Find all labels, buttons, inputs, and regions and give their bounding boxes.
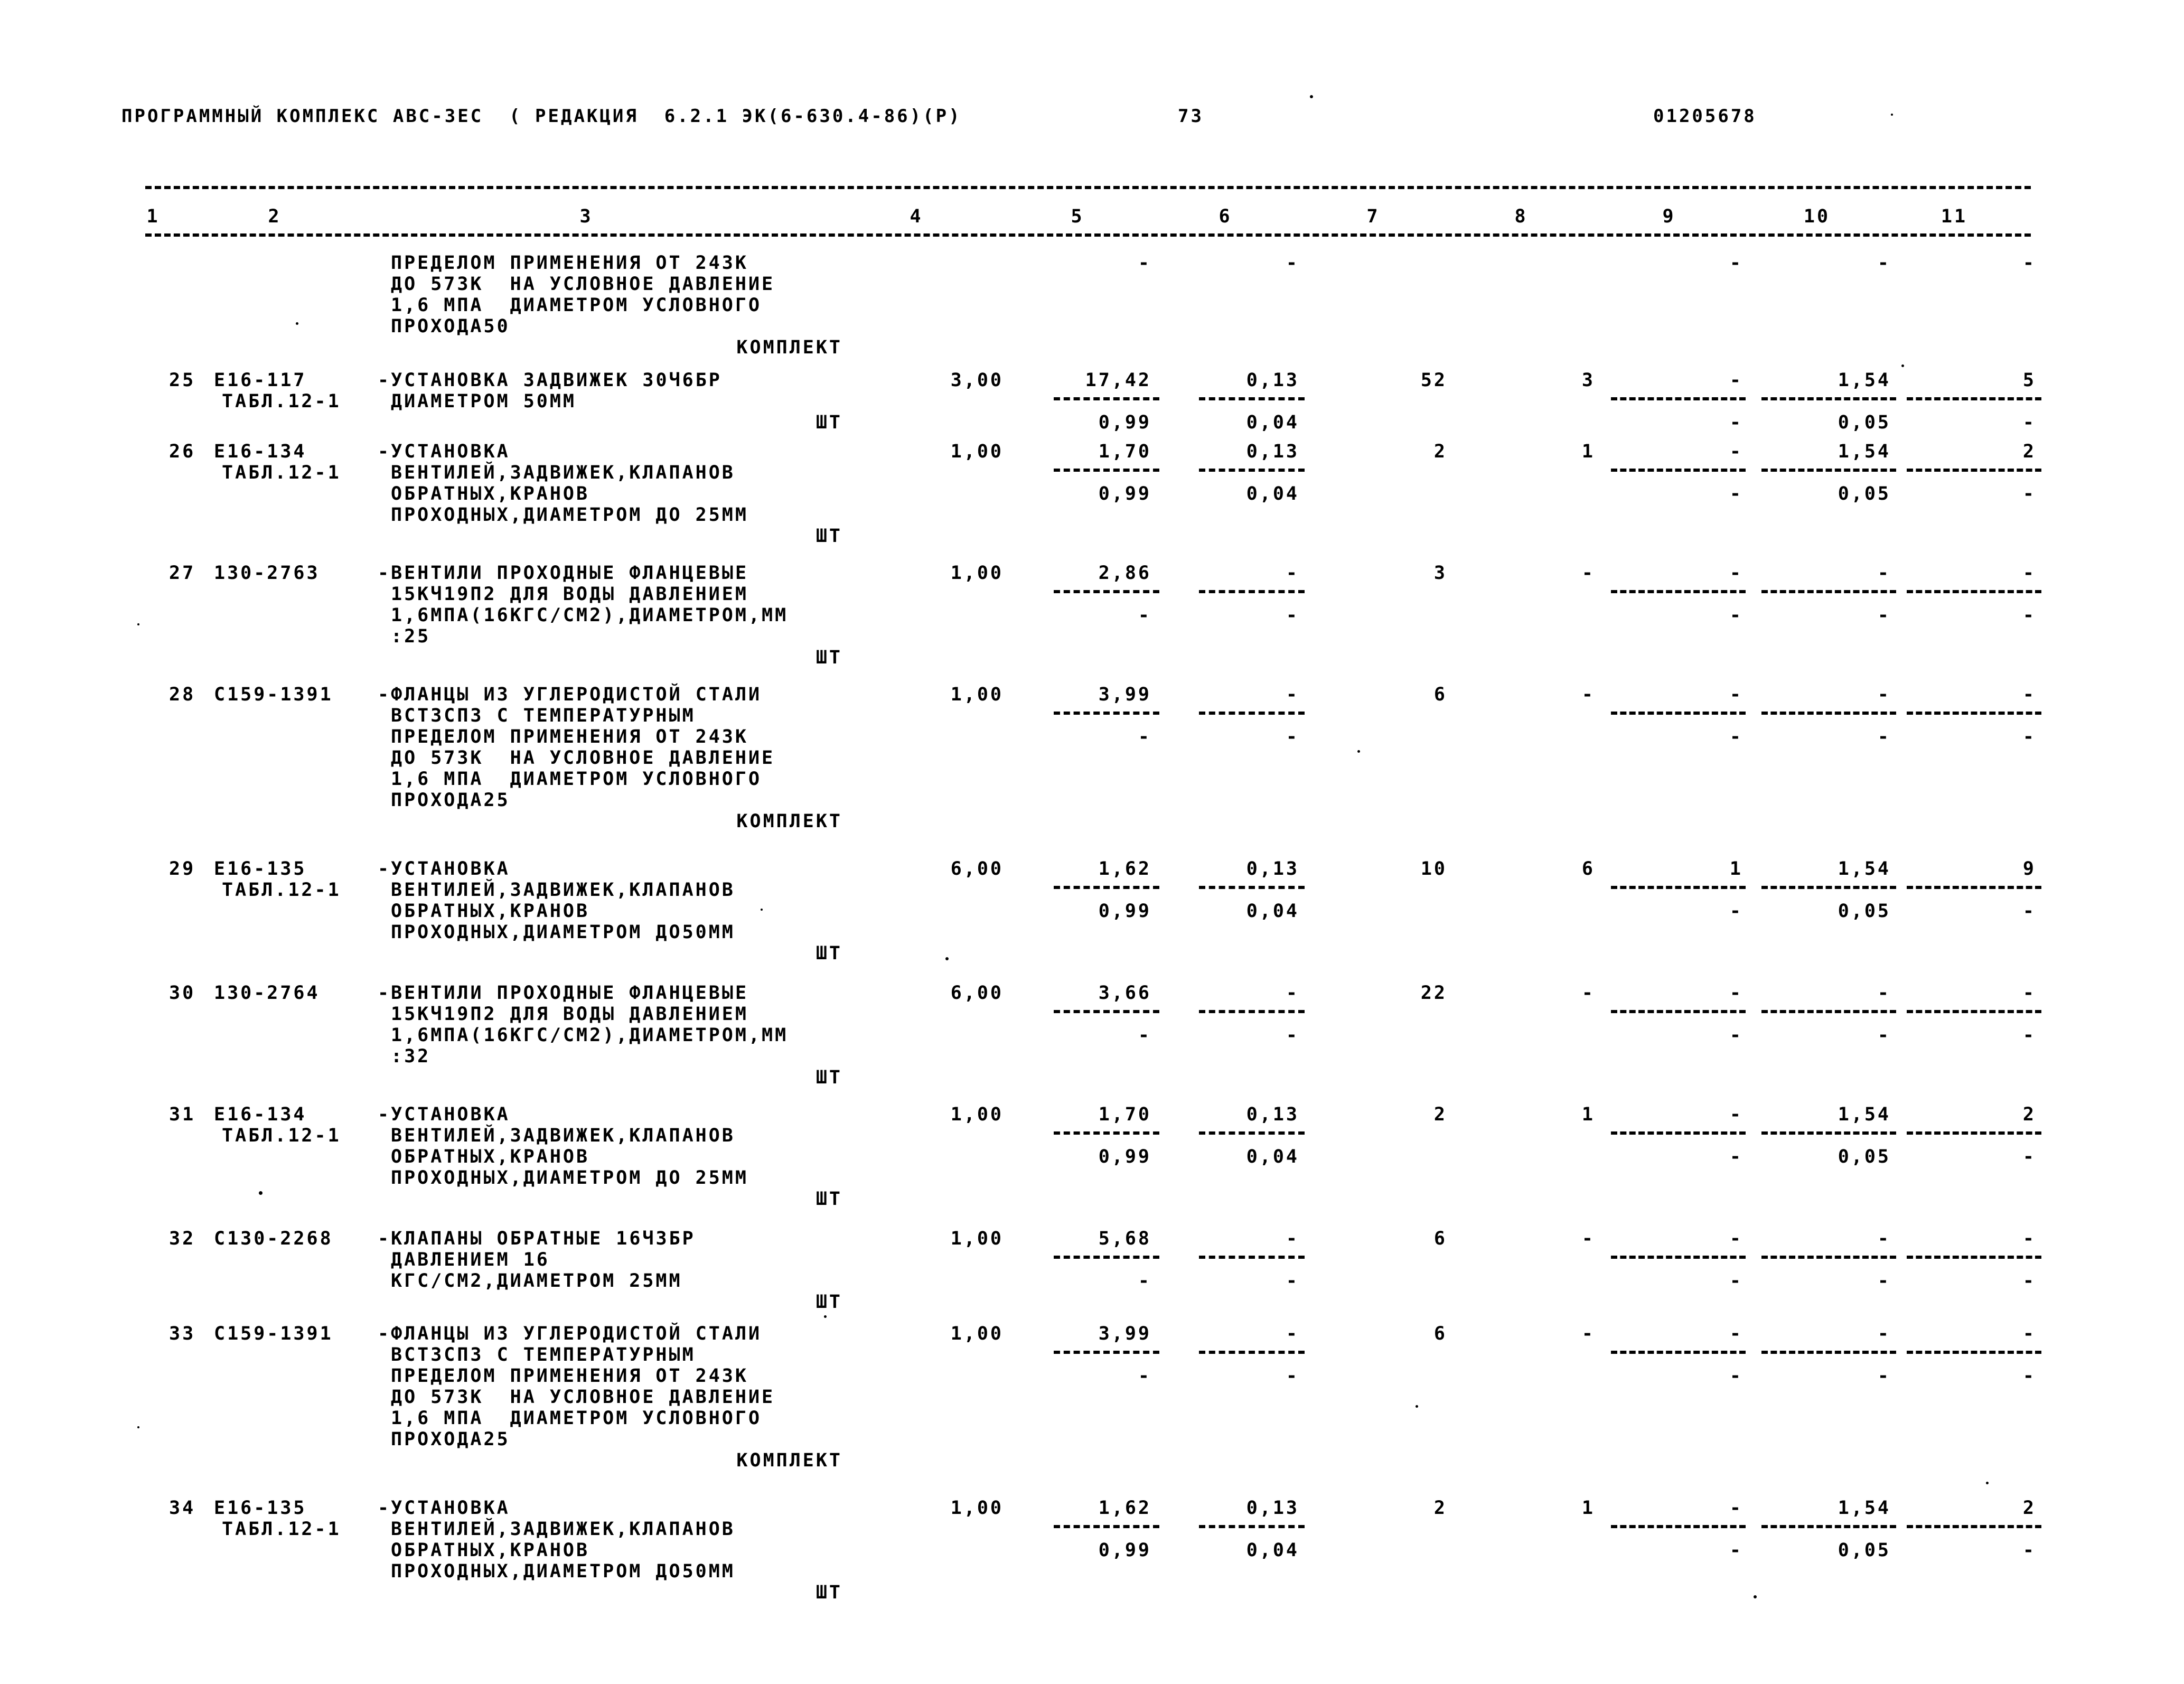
cost-column-10-top: 1,54 — [1838, 441, 1891, 462]
cost-column-8: 3 — [1581, 370, 1595, 391]
unit-label: КОМПЛЕКТ — [736, 811, 842, 832]
cell-separator-c11 — [1907, 397, 2041, 400]
cost-column-5-top: 5,68 — [1098, 1228, 1151, 1249]
description-line: -УСТАНОВКА — [378, 1104, 510, 1125]
cost-column-10-bottom: 0,05 — [1838, 901, 1891, 922]
cell-separator-c5 — [1054, 1010, 1159, 1013]
cost-column-9-bottom: - — [1729, 901, 1743, 922]
description-line: КГС/СМ2,ДИАМЕТРОМ 25ММ — [391, 1270, 682, 1292]
cost-column-11-top: - — [2022, 983, 2036, 1004]
cell-separator-c9 — [1611, 469, 1746, 472]
cost-column-10-bottom: - — [1877, 1270, 1891, 1292]
cell-separator-c6 — [1199, 590, 1305, 593]
cell-separator-c6 — [1199, 712, 1305, 715]
scan-speck — [945, 957, 949, 960]
scan-speck — [1310, 95, 1313, 98]
cost-column-10-bottom: 0,05 — [1838, 483, 1891, 504]
description-line: ВСТЗСП3 С ТЕМПЕРАТУРНЫМ — [391, 1344, 696, 1365]
cell-separator-c10 — [1761, 1010, 1896, 1013]
cell-separator-c6 — [1199, 469, 1305, 472]
cost-column-8: - — [1581, 1323, 1595, 1344]
description-line: -УСТАНОВКА ЗАДВИЖЕК 30Ч6БР — [378, 370, 722, 391]
column-number-7: 7 — [1366, 206, 1380, 227]
scan-speck — [259, 1191, 263, 1195]
norm-code: С159-1391 — [214, 684, 333, 705]
column-number-3: 3 — [579, 206, 593, 227]
cell-separator-c9 — [1611, 1256, 1746, 1259]
cost-column-9-top: - — [1729, 1228, 1743, 1249]
cost-column-6-bottom: 0,04 — [1246, 483, 1299, 504]
cost-column-9-bottom: - — [1729, 1025, 1743, 1046]
cost-column-9-top: - — [1729, 441, 1743, 462]
description-line: -ВЕНТИЛИ ПРОХОДНЫЕ ФЛАНЦЕВЫЕ — [378, 983, 749, 1004]
cell-separator-c5 — [1054, 1256, 1159, 1259]
description-line: -УСТАНОВКА — [378, 1498, 510, 1519]
cost-column-7: 2 — [1433, 441, 1447, 462]
cost-column-11-top: 2 — [2022, 1104, 2036, 1125]
cost-column-11-top: - — [2022, 1228, 2036, 1249]
cost-column-9-top: - — [1729, 684, 1743, 705]
cell-separator-c11 — [1907, 469, 2041, 472]
description-line: ПРОХОДНЫХ,ДИАМЕТРОМ ДО50ММ — [391, 922, 735, 943]
description-line: -КЛАПАНЫ ОБРАТНЫЕ 16Ч3БР — [378, 1228, 696, 1249]
cost-column-6-top: 0,13 — [1246, 1104, 1299, 1125]
description-line: 1,6МПА(16КГС/СМ2),ДИАМЕТРОМ,ММ — [391, 1025, 789, 1046]
norm-table-ref: ТАБЛ.12-1 — [222, 391, 341, 412]
scan-speck — [824, 1315, 827, 1318]
cell-separator-c10 — [1761, 1351, 1896, 1354]
unit-label: ШТ — [816, 647, 842, 668]
cost-column-11-top: - — [2022, 1323, 2036, 1344]
norm-code: Е16-117 — [214, 370, 307, 391]
cost-column-8: 1 — [1581, 1498, 1595, 1519]
description-line: -УСТАНОВКА — [378, 858, 510, 880]
scan-speck — [1357, 750, 1360, 753]
cost-column-11-top: - — [2022, 684, 2036, 705]
cost-column-6-bottom: - — [1286, 726, 1299, 747]
document-code: 01205678 — [1653, 106, 1757, 127]
description-line: ДАВЛЕНИЕМ 16 — [391, 1249, 550, 1270]
column-number-6: 6 — [1218, 206, 1232, 227]
cell-separator-c10 — [1761, 712, 1896, 715]
cell-separator-c5 — [1054, 1131, 1159, 1135]
cost-column-4: 1,00 — [950, 1498, 1004, 1519]
cost-column-11-top: - — [2022, 252, 2036, 274]
cost-column-6-top: 0,13 — [1246, 441, 1299, 462]
cost-column-10-bottom: 0,05 — [1838, 1540, 1891, 1561]
column-number-8: 8 — [1514, 206, 1528, 227]
cost-column-8: 1 — [1581, 1104, 1595, 1125]
description-line: -ФЛАНЦЫ ИЗ УГЛЕРОДИСТОЙ СТАЛИ — [378, 684, 762, 705]
description-line: -ВЕНТИЛИ ПРОХОДНЫЕ ФЛАНЦЕВЫЕ — [378, 563, 749, 584]
cost-column-5-top: 1,70 — [1098, 1104, 1151, 1125]
cost-column-10-top: - — [1877, 983, 1891, 1004]
cost-column-9-bottom: - — [1729, 1270, 1743, 1292]
description-line: :25 — [391, 626, 431, 647]
cost-column-9-top: - — [1729, 1498, 1743, 1519]
description-line: ДИАМЕТРОМ 50ММ — [391, 391, 577, 412]
cost-column-5-top: 1,62 — [1098, 1498, 1151, 1519]
cell-separator-c9 — [1611, 590, 1746, 593]
cost-column-5-top: 1,70 — [1098, 441, 1151, 462]
cost-column-6-bottom: 0,04 — [1246, 412, 1299, 433]
cell-separator-c6 — [1199, 886, 1305, 889]
description-line: -ФЛАНЦЫ ИЗ УГЛЕРОДИСТОЙ СТАЛИ — [378, 1323, 762, 1344]
description-line: 1,6 МПА ДИАМЕТРОМ УСЛОВНОГО — [391, 1408, 762, 1429]
cell-separator-c11 — [1907, 1351, 2041, 1354]
unit-label: ШТ — [816, 1292, 842, 1313]
scan-speck — [1891, 114, 1893, 116]
description-line: ПРЕДЕЛОМ ПРИМЕНЕНИЯ ОТ 243К — [391, 726, 748, 747]
cell-separator-c6 — [1199, 397, 1305, 400]
cost-column-5-top: 17,42 — [1085, 370, 1151, 391]
row-number: 34 — [169, 1498, 196, 1519]
cell-separator-c5 — [1054, 469, 1159, 472]
cell-separator-c5 — [1054, 886, 1159, 889]
cost-column-9-bottom: - — [1729, 412, 1743, 433]
unit-label: ШТ — [816, 1067, 842, 1088]
column-number-11: 11 — [1941, 206, 1968, 227]
description-line: 15КЧ19П2 ДЛЯ ВОДЫ ДАВЛЕНИЕМ — [391, 1004, 748, 1025]
cost-column-5-top: 1,62 — [1098, 858, 1151, 880]
norm-table-ref: ТАБЛ.12-1 — [222, 1519, 341, 1540]
unit-label: КОМПЛЕКТ — [736, 337, 842, 358]
norm-table-ref: ТАБЛ.12-1 — [222, 462, 341, 483]
unit-label: ШТ — [816, 412, 842, 433]
cost-column-9-bottom: - — [1729, 1146, 1743, 1167]
cost-column-5-top: 3,99 — [1098, 1323, 1151, 1344]
cost-column-5-bottom: - — [1138, 1025, 1151, 1046]
description-line: ПРЕДЕЛОМ ПРИМЕНЕНИЯ ОТ 243К — [391, 1365, 748, 1387]
column-number-1: 1 — [146, 206, 160, 227]
cell-separator-c9 — [1611, 1010, 1746, 1013]
cell-separator-c5 — [1054, 397, 1159, 400]
cost-column-7: 2 — [1433, 1498, 1447, 1519]
cost-column-10-top: - — [1877, 1228, 1891, 1249]
cost-column-6-top: - — [1286, 252, 1299, 274]
scan-speck — [137, 1426, 139, 1428]
cell-separator-c10 — [1761, 1525, 1896, 1528]
cell-separator-c11 — [1907, 1010, 2041, 1013]
cost-column-11-top: 2 — [2022, 1498, 2036, 1519]
cost-column-8: - — [1581, 563, 1595, 584]
cost-column-5-top: - — [1138, 252, 1151, 274]
description-line: ОБРАТНЫХ,КРАНОВ — [391, 483, 590, 504]
cost-column-7: 2 — [1433, 1104, 1447, 1125]
scan-speck — [296, 322, 298, 325]
cost-column-10-top: - — [1877, 684, 1891, 705]
cost-column-8: - — [1581, 983, 1595, 1004]
cost-column-10-top: 1,54 — [1838, 858, 1891, 880]
description-line: 15КЧ19П2 ДЛЯ ВОДЫ ДАВЛЕНИЕМ — [391, 584, 748, 605]
cost-column-11-bottom: - — [2022, 1025, 2036, 1046]
description-line: 1,6МПА(16КГС/СМ2),ДИАМЕТРОМ,ММ — [391, 605, 789, 626]
row-number: 33 — [169, 1323, 196, 1344]
cost-column-9-bottom: - — [1729, 726, 1743, 747]
cost-column-10-top: - — [1877, 1323, 1891, 1344]
scan-speck — [1986, 1482, 1989, 1484]
cost-column-6-top: 0,13 — [1246, 370, 1299, 391]
cost-column-6-bottom: - — [1286, 605, 1299, 626]
cost-column-11-bottom: - — [2022, 483, 2036, 504]
cost-column-7: 10 — [1420, 858, 1447, 880]
description-line: ВЕНТИЛЕЙ,ЗАДВИЖЕК,КЛАПАНОВ — [391, 1519, 735, 1540]
norm-code: С130-2268 — [214, 1228, 333, 1249]
description-line: :32 — [391, 1046, 431, 1067]
cost-column-9-top: - — [1729, 983, 1743, 1004]
column-number-4: 4 — [910, 206, 923, 227]
cell-separator-c11 — [1907, 712, 2041, 715]
cost-column-9-top: - — [1729, 1104, 1743, 1125]
cost-column-6-bottom: 0,04 — [1246, 901, 1299, 922]
description-line: -УСТАНОВКА — [378, 441, 510, 462]
cost-column-4: 1,00 — [950, 1228, 1004, 1249]
column-number-5: 5 — [1071, 206, 1084, 227]
cost-column-7: 3 — [1433, 563, 1447, 584]
cell-separator-c9 — [1611, 1131, 1746, 1135]
cost-column-4: 6,00 — [950, 983, 1004, 1004]
cost-column-11-top: 2 — [2022, 441, 2036, 462]
cost-column-11-bottom: - — [2022, 1365, 2036, 1387]
cost-column-11-bottom: - — [2022, 726, 2036, 747]
description-line: ПРОХОДНЫХ,ДИАМЕТРОМ ДО 25ММ — [391, 1167, 748, 1189]
cost-column-9-top: 1 — [1729, 858, 1743, 880]
unit-label: ШТ — [816, 526, 842, 547]
cost-column-8: 6 — [1581, 858, 1595, 880]
program-header: ПРОГРАММНЫЙ КОМПЛЕКС АВС-ЗЕС ( РЕДАКЦИЯ 6.2.1 ЭК(6-630.4-86)(Р) — [121, 106, 962, 127]
cost-column-5-bottom: 0,99 — [1098, 901, 1151, 922]
cell-separator-c11 — [1907, 1131, 2041, 1135]
row-number: 29 — [169, 858, 196, 880]
cost-column-4: 1,00 — [950, 441, 1004, 462]
cost-column-10-bottom: - — [1877, 605, 1891, 626]
norm-code: 130-2764 — [214, 983, 320, 1004]
unit-label: ШТ — [816, 1189, 842, 1210]
cell-separator-c9 — [1611, 886, 1746, 889]
cost-column-11-bottom: - — [2022, 1270, 2036, 1292]
cell-separator-c5 — [1054, 590, 1159, 593]
cost-column-11-bottom: - — [2022, 605, 2036, 626]
cost-column-6-bottom: - — [1286, 1025, 1299, 1046]
cost-column-6-top: - — [1286, 1228, 1299, 1249]
cell-separator-c6 — [1199, 1525, 1305, 1528]
cell-separator-c9 — [1611, 397, 1746, 400]
cost-column-9-bottom: - — [1729, 483, 1743, 504]
cell-separator-c10 — [1761, 1256, 1896, 1259]
cost-column-9-top: - — [1729, 1323, 1743, 1344]
description-line: ОБРАТНЫХ,КРАНОВ — [391, 901, 590, 922]
cost-column-6-top: - — [1286, 684, 1299, 705]
cost-column-5-bottom: - — [1138, 605, 1151, 626]
cell-separator-c11 — [1907, 590, 2041, 593]
cost-column-7: 6 — [1433, 1323, 1447, 1344]
cost-column-6-bottom: - — [1286, 1365, 1299, 1387]
row-number: 25 — [169, 370, 196, 391]
column-number-9: 9 — [1662, 206, 1676, 227]
cost-column-9-bottom: - — [1729, 1365, 1743, 1387]
scan-speck — [1416, 1405, 1418, 1408]
description-line: ВЕНТИЛЕЙ,ЗАДВИЖЕК,КЛАПАНОВ — [391, 462, 735, 483]
cost-column-6-bottom: 0,04 — [1246, 1146, 1299, 1167]
description-line: ДО 573К НА УСЛОВНОЕ ДАВЛЕНИЕ — [391, 274, 775, 295]
cost-column-6-top: - — [1286, 1323, 1299, 1344]
norm-code: 130-2763 — [214, 563, 320, 584]
cost-column-6-top: 0,13 — [1246, 1498, 1299, 1519]
cost-column-10-bottom: 0,05 — [1838, 1146, 1891, 1167]
cell-separator-c11 — [1907, 886, 2041, 889]
unit-label: КОМПЛЕКТ — [736, 1450, 842, 1471]
description-line: ПРОХОДА25 — [391, 790, 510, 811]
cost-column-11-bottom: - — [2022, 1540, 2036, 1561]
cost-column-9-top: - — [1729, 370, 1743, 391]
cost-column-7: 6 — [1433, 1228, 1447, 1249]
cost-column-6-bottom: - — [1286, 1270, 1299, 1292]
cost-column-10-bottom: - — [1877, 1365, 1891, 1387]
cost-column-10-bottom: - — [1877, 726, 1891, 747]
norm-code: Е16-134 — [214, 1104, 307, 1125]
cost-column-5-bottom: - — [1138, 726, 1151, 747]
cost-column-4: 1,00 — [950, 1323, 1004, 1344]
description-line: ВЕНТИЛЕЙ,ЗАДВИЖЕК,КЛАПАНОВ — [391, 1125, 735, 1146]
unit-label: ШТ — [816, 943, 842, 964]
unit-label: ШТ — [816, 1582, 842, 1603]
cost-column-11-top: 5 — [2022, 370, 2036, 391]
norm-table-ref: ТАБЛ.12-1 — [222, 880, 341, 901]
column-number-10: 10 — [1803, 206, 1831, 227]
cost-column-9-bottom: - — [1729, 1540, 1743, 1561]
cost-column-6-top: - — [1286, 983, 1299, 1004]
cost-column-5-bottom: - — [1138, 1270, 1151, 1292]
cost-column-11-bottom: - — [2022, 901, 2036, 922]
cell-separator-c9 — [1611, 712, 1746, 715]
description-line: ОБРАТНЫХ,КРАНОВ — [391, 1540, 590, 1561]
cell-separator-c10 — [1761, 590, 1896, 593]
cell-separator-c6 — [1199, 1131, 1305, 1135]
cost-column-7: 22 — [1420, 983, 1447, 1004]
norm-code: С159-1391 — [214, 1323, 333, 1344]
cell-separator-c10 — [1761, 886, 1896, 889]
column-number-2: 2 — [268, 206, 282, 227]
cost-column-4: 1,00 — [950, 1104, 1004, 1125]
cost-column-11-bottom: - — [2022, 1146, 2036, 1167]
cell-separator-c11 — [1907, 1525, 2041, 1528]
description-line: 1,6 МПА ДИАМЕТРОМ УСЛОВНОГО — [391, 295, 762, 316]
cost-column-6-top: 0,13 — [1246, 858, 1299, 880]
cost-column-10-top: - — [1877, 252, 1891, 274]
page-number: 73 — [1178, 106, 1204, 127]
norm-code: Е16-135 — [214, 858, 307, 880]
cost-column-11-bottom: - — [2022, 412, 2036, 433]
cell-separator-c11 — [1907, 1256, 2041, 1259]
cost-column-5-top: 3,66 — [1098, 983, 1151, 1004]
norm-code: Е16-135 — [214, 1498, 307, 1519]
scan-speck — [761, 909, 763, 911]
norm-table-ref: ТАБЛ.12-1 — [222, 1125, 341, 1146]
description-line: ПРОХОДА50 — [391, 316, 510, 337]
row-number: 26 — [169, 441, 196, 462]
cost-column-9-top: - — [1729, 252, 1743, 274]
description-line: 1,6 МПА ДИАМЕТРОМ УСЛОВНОГО — [391, 769, 762, 790]
cell-separator-c6 — [1199, 1256, 1305, 1259]
cost-column-9-bottom: - — [1729, 605, 1743, 626]
scan-speck — [1754, 1595, 1757, 1598]
row-number: 32 — [169, 1228, 196, 1249]
cell-separator-c5 — [1054, 1351, 1159, 1354]
row-number: 31 — [169, 1104, 196, 1125]
norm-code: Е16-134 — [214, 441, 307, 462]
cost-column-6-top: - — [1286, 563, 1299, 584]
scan-speck — [1901, 364, 1904, 367]
cost-column-7: 6 — [1433, 684, 1447, 705]
cost-column-5-bottom: 0,99 — [1098, 412, 1151, 433]
cost-column-5-bottom: 0,99 — [1098, 1540, 1151, 1561]
cost-column-5-top: 3,99 — [1098, 684, 1151, 705]
scan-speck — [137, 623, 139, 625]
cost-column-5-bottom: - — [1138, 1365, 1151, 1387]
cell-separator-c10 — [1761, 469, 1896, 472]
cost-column-4: 1,00 — [950, 563, 1004, 584]
cell-separator-c10 — [1761, 397, 1896, 400]
description-line: ПРОХОДА25 — [391, 1429, 510, 1450]
description-line: ПРЕДЕЛОМ ПРИМЕНЕНИЯ ОТ 243К — [391, 252, 748, 274]
table-top-rule — [145, 186, 2031, 189]
description-line: ПРОХОДНЫХ,ДИАМЕТРОМ ДО50ММ — [391, 1561, 735, 1582]
description-line: ПРОХОДНЫХ,ДИАМЕТРОМ ДО 25ММ — [391, 504, 748, 526]
cost-column-4: 1,00 — [950, 684, 1004, 705]
cost-column-5-bottom: 0,99 — [1098, 1146, 1151, 1167]
cost-column-7: 52 — [1420, 370, 1447, 391]
cell-separator-c9 — [1611, 1351, 1746, 1354]
description-line: ОБРАТНЫХ,КРАНОВ — [391, 1146, 590, 1167]
cost-column-10-bottom: 0,05 — [1838, 412, 1891, 433]
table-header-rule — [145, 233, 2031, 237]
cost-column-8: - — [1581, 1228, 1595, 1249]
cost-column-6-bottom: 0,04 — [1246, 1540, 1299, 1561]
cost-column-5-bottom: 0,99 — [1098, 483, 1151, 504]
cost-column-4: 6,00 — [950, 858, 1004, 880]
cell-separator-c10 — [1761, 1131, 1896, 1135]
cost-column-10-top: 1,54 — [1838, 1104, 1891, 1125]
cost-column-8: 1 — [1581, 441, 1595, 462]
cost-column-10-bottom: - — [1877, 1025, 1891, 1046]
cost-column-8: - — [1581, 684, 1595, 705]
cell-separator-c5 — [1054, 1525, 1159, 1528]
description-line: ДО 573К НА УСЛОВНОЕ ДАВЛЕНИЕ — [391, 1387, 775, 1408]
description-line: ДО 573К НА УСЛОВНОЕ ДАВЛЕНИЕ — [391, 747, 775, 769]
row-number: 27 — [169, 563, 196, 584]
cost-column-9-top: - — [1729, 563, 1743, 584]
cost-column-11-top: 9 — [2022, 858, 2036, 880]
cost-column-10-top: 1,54 — [1838, 1498, 1891, 1519]
cell-separator-c6 — [1199, 1010, 1305, 1013]
row-number: 30 — [169, 983, 196, 1004]
cost-column-11-top: - — [2022, 563, 2036, 584]
cell-separator-c5 — [1054, 712, 1159, 715]
description-line: ВЕНТИЛЕЙ,ЗАДВИЖЕК,КЛАПАНОВ — [391, 880, 735, 901]
cost-column-10-top: 1,54 — [1838, 370, 1891, 391]
cell-separator-c6 — [1199, 1351, 1305, 1354]
cost-column-5-top: 2,86 — [1098, 563, 1151, 584]
row-number: 28 — [169, 684, 196, 705]
cost-column-10-top: - — [1877, 563, 1891, 584]
description-line: ВСТЗСП3 С ТЕМПЕРАТУРНЫМ — [391, 705, 696, 726]
cell-separator-c9 — [1611, 1525, 1746, 1528]
cost-column-4: 3,00 — [950, 370, 1004, 391]
